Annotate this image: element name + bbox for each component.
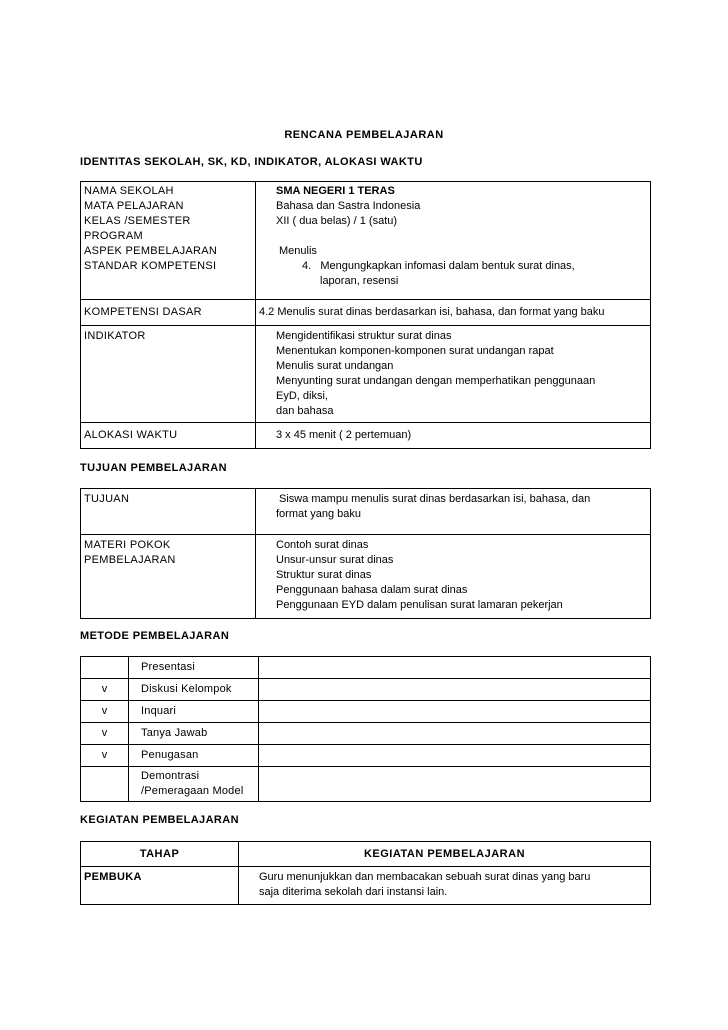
indikator-item: EyD, diksi, bbox=[276, 390, 328, 402]
metode-check: v bbox=[81, 745, 129, 767]
value-tujuan bbox=[256, 489, 651, 535]
tujuan-table bbox=[80, 488, 651, 619]
metode-table bbox=[80, 656, 651, 802]
kegiatan-desc bbox=[239, 867, 651, 905]
metode-check bbox=[81, 657, 129, 679]
kegiatan-desc-line-2: saja diterima sekolah dari instansi lain. bbox=[259, 886, 448, 898]
metode-blank bbox=[259, 657, 651, 679]
sk-text-1: Mengungkapkan infomasi dalam bentuk surat dinas, bbox=[320, 260, 575, 272]
metode-check bbox=[81, 767, 129, 802]
label-standar-kompetensi: STANDAR KOMPETENSI bbox=[81, 259, 256, 300]
metode-row bbox=[81, 657, 651, 679]
materi-item: Contoh surat dinas bbox=[276, 539, 369, 551]
tujuan-line-1: Siswa mampu menulis surat dinas berdasarkan isi, bahasa, dan bbox=[279, 493, 591, 505]
value-mata-pelajaran: Bahasa dan Sastra Indonesia bbox=[256, 199, 651, 214]
value-nama-sekolah: SMA NEGERI 1 TERAS bbox=[256, 182, 651, 200]
label-tujuan: TUJUAN bbox=[81, 489, 256, 535]
label-materi-pokok bbox=[81, 535, 256, 619]
label-kompetensi-dasar: KOMPETENSI DASAR bbox=[81, 300, 256, 326]
kegiatan-tahap: PEMBUKA bbox=[81, 867, 239, 905]
materi-item: Unsur-unsur surat dinas bbox=[276, 554, 394, 566]
metode-blank bbox=[259, 723, 651, 745]
header-tahap: TAHAP bbox=[81, 842, 239, 867]
section-heading-tujuan: TUJUAN PEMBELAJARAN bbox=[80, 462, 227, 474]
materi-item: Penggunaan bahasa dalam surat dinas bbox=[276, 584, 468, 596]
metode-name-line-1: Demontrasi bbox=[141, 770, 200, 782]
indikator-item: Mengidentifikasi struktur surat dinas bbox=[276, 330, 452, 342]
metode-row bbox=[81, 745, 651, 767]
label-indikator: INDIKATOR bbox=[81, 326, 256, 423]
header-kegiatan: KEGIATAN PEMBELAJARAN bbox=[239, 842, 651, 867]
materi-label-line-1: MATERI POKOK bbox=[84, 539, 171, 551]
metode-row bbox=[81, 767, 651, 802]
section-heading-identitas: IDENTITAS SEKOLAH, SK, KD, INDIKATOR, ALOKASI WAKTU bbox=[80, 156, 423, 168]
value-indikator bbox=[256, 326, 651, 423]
metode-name: Inquari bbox=[129, 701, 259, 723]
metode-blank bbox=[259, 767, 651, 802]
label-kelas-semester: KELAS /SEMESTER bbox=[81, 214, 256, 229]
metode-name bbox=[129, 767, 259, 802]
metode-blank bbox=[259, 701, 651, 723]
metode-blank bbox=[259, 679, 651, 701]
value-alokasi-waktu: 3 x 45 menit ( 2 pertemuan) bbox=[256, 423, 651, 449]
label-alokasi-waktu: ALOKASI WAKTU bbox=[81, 423, 256, 449]
materi-label-line-2: PEMBELAJARAN bbox=[84, 554, 176, 566]
sk-line-1 bbox=[256, 259, 650, 274]
identitas-table bbox=[80, 181, 651, 449]
materi-item: Penggunaan EYD dalam penulisan surat lamaran pekerjan bbox=[276, 599, 563, 611]
metode-name: Tanya Jawab bbox=[129, 723, 259, 745]
document-title-text: RENCANA PEMBELAJARAN bbox=[284, 129, 444, 141]
value-program bbox=[256, 229, 651, 244]
value-kompetensi-dasar: 4.2 Menulis surat dinas berdasarkan isi, bahasa, dan format yang baku bbox=[256, 300, 651, 326]
value-kelas-semester: XII ( dua belas) / 1 (satu) bbox=[256, 214, 651, 229]
materi-item: Struktur surat dinas bbox=[276, 569, 372, 581]
tujuan-line-2: format yang baku bbox=[276, 508, 361, 520]
value-standar-kompetensi bbox=[256, 259, 651, 300]
section-heading-metode: METODE PEMBELAJARAN bbox=[80, 630, 230, 642]
indikator-item: dan bahasa bbox=[276, 405, 334, 417]
indikator-item: Menyunting surat undangan dengan memperhatikan penggunaan bbox=[276, 375, 596, 387]
value-materi-pokok bbox=[256, 535, 651, 619]
label-program: PROGRAM bbox=[81, 229, 256, 244]
metode-check: v bbox=[81, 679, 129, 701]
label-mata-pelajaran: MATA PELAJARAN bbox=[81, 199, 256, 214]
metode-blank bbox=[259, 745, 651, 767]
indikator-item: Menentukan komponen-komponen surat undangan rapat bbox=[276, 345, 554, 357]
metode-name-line-2: /Pemeragaan Model bbox=[141, 785, 244, 797]
kegiatan-table bbox=[80, 841, 651, 905]
metode-row bbox=[81, 679, 651, 701]
metode-name: Penugasan bbox=[129, 745, 259, 767]
sk-number: 4. bbox=[302, 260, 312, 272]
metode-row bbox=[81, 723, 651, 745]
section-heading-kegiatan: KEGIATAN PEMBELAJARAN bbox=[80, 814, 239, 826]
label-nama-sekolah: NAMA SEKOLAH bbox=[81, 182, 256, 200]
sk-line-2: laporan, resensi bbox=[320, 275, 399, 287]
metode-name: Diskusi Kelompok bbox=[129, 679, 259, 701]
metode-check: v bbox=[81, 723, 129, 745]
label-aspek: ASPEK PEMBELAJARAN bbox=[81, 244, 256, 259]
document-title bbox=[0, 129, 728, 141]
kegiatan-row bbox=[81, 867, 651, 905]
value-aspek: Menulis bbox=[256, 244, 651, 259]
metode-check: v bbox=[81, 701, 129, 723]
metode-row bbox=[81, 701, 651, 723]
indikator-item: Menulis surat undangan bbox=[276, 360, 394, 372]
kegiatan-desc-line-1: Guru menunjukkan dan membacakan sebuah surat dinas yang baru bbox=[259, 871, 591, 883]
metode-name: Presentasi bbox=[129, 657, 259, 679]
